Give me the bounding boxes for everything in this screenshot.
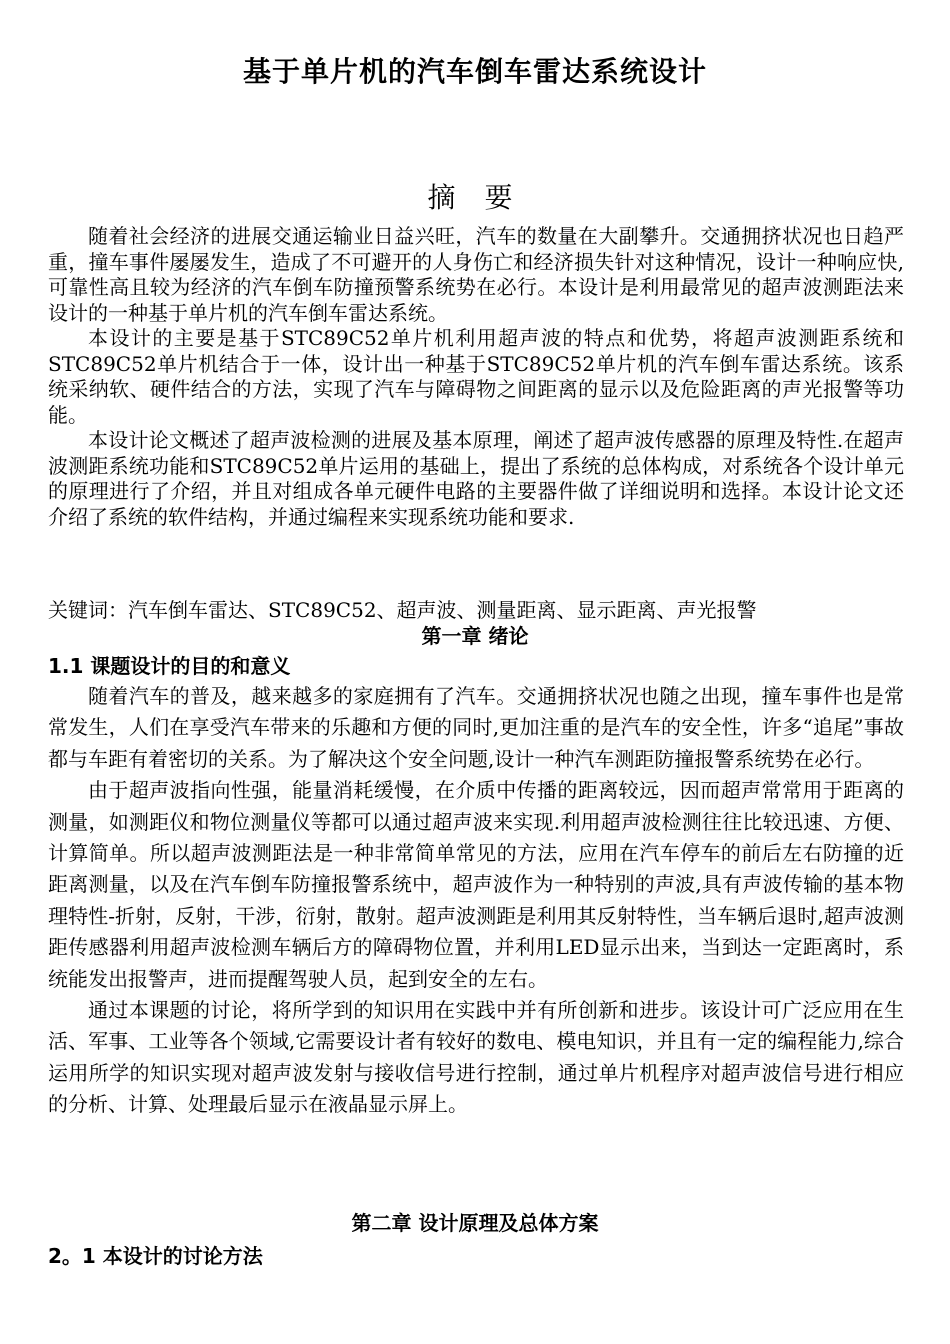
abstract-paragraph: 本设计的主要是基于STC89C52单片机利用超声波的特点和优势，将超声波测距系统和STC89C52单片机结合于一体，设计出一种基于STC89C52单片机的汽车倒车雷达系统。该系统采纳软、硬件结合的方法，实现了汽车与障碍物之间距离的显示以及危险距离的声光报警等功能。: [48, 326, 904, 427]
abstract-body: [48, 224, 904, 530]
chapter-2-heading: 第二章 设计原理及总体方案: [351, 1211, 599, 1235]
document-title: 基于单片机的汽车倒车雷达系统设计: [242, 55, 707, 88]
section-2-1-heading: 2。1 本设计的讨论方法: [48, 1244, 263, 1268]
keywords-line: 关键词：汽车倒车雷达、STC89C52、超声波、测量距离、显示距离、声光报警: [48, 598, 757, 622]
abstract-paragraph: 本设计论文概述了超声波检测的进展及基本原理，阐述了超声波传感器的原理及特性.在超声波测距系统功能和STC89C52单片运用的基础上，提出了系统的总体构成，对系统各个设计单元的原理进行了介绍，并且对组成各单元硬件电路的主要器件做了详细说明和选择。本设计论文还介绍了系统的软件结构，并通过编程来实现系统功能和要求.: [48, 428, 904, 529]
abstract-paragraph: 随着社会经济的进展交通运输业日益兴旺，汽车的数量在大副攀升。交通拥挤状况也日趋严重，撞车事件屡屡发生，造成了不可避开的人身伤亡和经济损失针对这种情况，设计一种响应快,可靠性高且较为经济的汽车倒车防撞预警系统势在必行。本设计是利用最常见的超声波测距法来设计的一种基于单片机的汽车倒车雷达系统。: [48, 224, 904, 325]
body-paragraph: 由于超声波指向性强，能量消耗缓慢，在介质中传播的距离较远，因而超声常常用于距离的测量，如测距仪和物位测量仪等都可以通过超声波来实现.利用超声波检测往往比较迅速、方便、计算简单。所以超声波测距法是一种非常简单常见的方法，应用在汽车停车的前后左右防撞的近距离测量，以及在汽车倒车防撞报警系统中，超声波作为一种特别的声波,具有声波传输的基本物理特性-折射，反射，干涉，衍射，散射。超声波测距是利用其反射特性，当车辆后退时,超声波测距传感器利用超声波检测车辆后方的障碍物位置，并利用LED显示出来，当到达一定距离时，系统能发出报警声，进而提醒驾驶人员，起到安全的左右。: [48, 778, 904, 991]
body-paragraph: 随着汽车的普及，越来越多的家庭拥有了汽车。交通拥挤状况也随之出现，撞车事件也是常常发生，人们在享受汽车带来的乐趣和方便的同时,更加注重的是汽车的安全性，许多“追尾”事故都与车距有着密切的关系。为了解决这个安全问题,设计一种汽车测距防撞报警系统势在必行。: [48, 684, 904, 771]
abstract-heading: 摘 要: [427, 181, 523, 214]
chapter-1-heading: 第一章 绪论: [421, 624, 529, 648]
section-1-1-heading: 1.1 课题设计的目的和意义: [48, 654, 291, 678]
body-paragraph: 通过本课题的讨论，将所学到的知识用在实践中并有所创新和进步。该设计可广泛应用在生活、军事、工业等各个领域,它需要设计者有较好的数电、模电知识，并且有一定的编程能力,综合运用所学的知识实现对超声波发射与接收信号进行控制，通过单片机程序对超声波信号进行相应的分析、计算、处理最后显示在液晶显示屏上。: [48, 998, 904, 1117]
section-1-1-body: [48, 681, 904, 1121]
